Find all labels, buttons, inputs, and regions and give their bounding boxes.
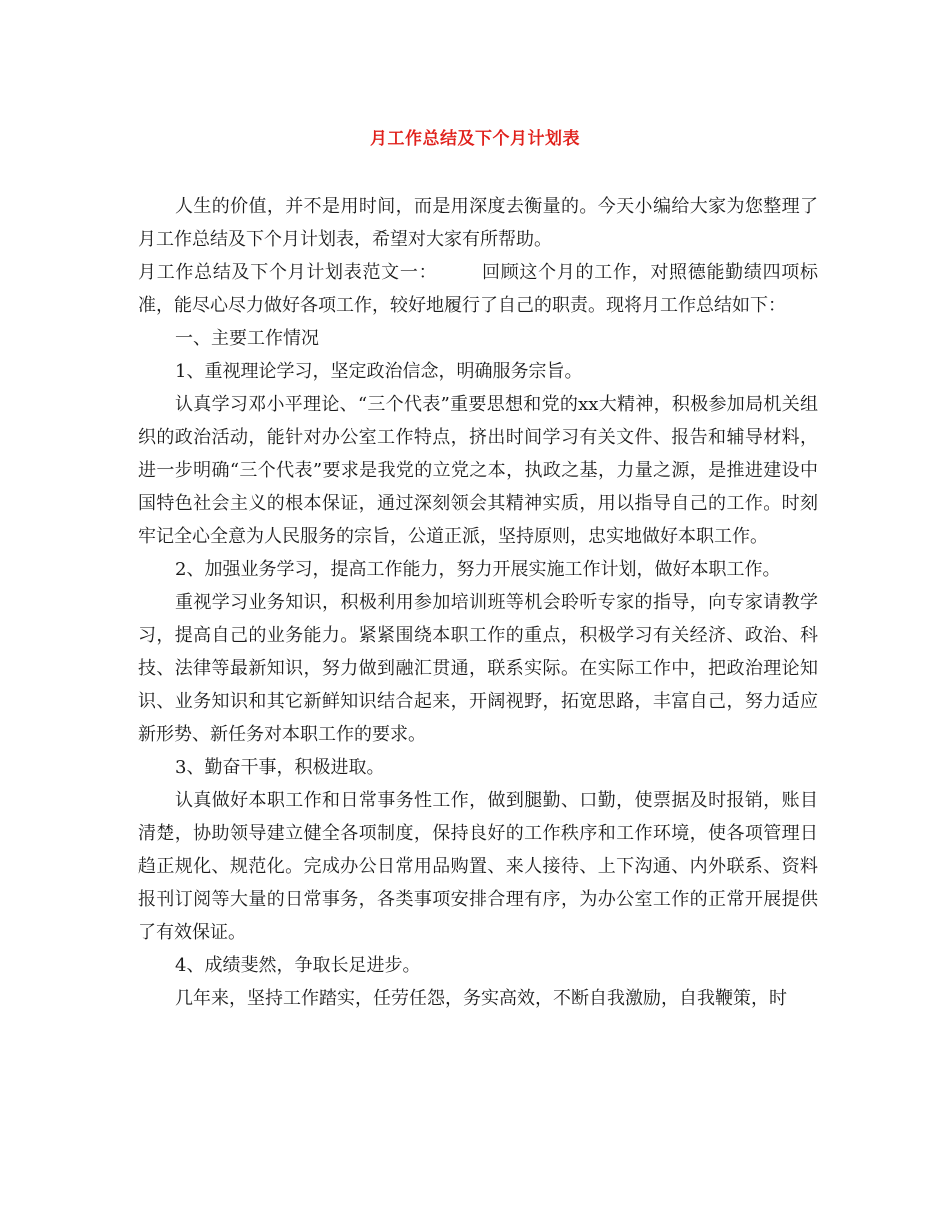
paragraph-intro: 人生的价值，并不是用时间，而是用深度去衡量的。今天小编给大家为您整理了月工作总结及下个月计划表，希望对大家有所帮助。 [138, 196, 818, 250]
document-title: 月工作总结及下个月计划表 [370, 129, 580, 149]
item-heading-2: 2、加强业务学习，提高工作能力，努力开展实施工作计划，做好本职工作。 [175, 559, 781, 580]
paragraph-item-3: 认真做好本职工作和日常事务性工作，做到腿勤、口勤，使票据及时报销，账目清楚，协助领导建立健全各项制度，保持良好的工作秩序和工作环境，使各项管理日趋正规化、规范化。完成办公日常用品购置、来人接待、上下沟通、内外联系、资料报刊订阅等大量的日常事务，各类事项安排合理有序，为办公室工作的正常开展提供了有效保证。 [138, 790, 818, 943]
sample-heading: 月工作总结及下个月计划表范文一： [138, 262, 438, 283]
paragraph-sample-one [138, 256, 818, 322]
document-body [138, 190, 818, 1015]
paragraph-item-2: 重视学习业务知识，积极利用参加培训班等机会聆听专家的指导，向专家请教学习，提高自己的业务能力。紧紧围绕本职工作的重点，积极学习有关经济、政治、科技、法律等最新知识，努力做到融汇贯通，联系实际。在实际工作中，把政治理论知识、业务知识和其它新鲜知识结合起来，开阔视野，拓宽思路，丰富自己，努力适应新形势、新任务对本职工作的要求。 [138, 592, 818, 745]
item-heading-3: 3、勤奋干事，积极进取。 [175, 757, 385, 778]
sample-text: 回顾这个月的工作，对照德能勤绩四项标准，能尽心尽力做好各项工作，较好地履行了自己的职责。现将月工作总结如下： [138, 262, 819, 316]
paragraph-item-4: 几年来，坚持工作踏实，任劳任怨，务实高效，不断自我激励，自我鞭策，时 [175, 988, 787, 1009]
item-heading-1: 1、重视理论学习，坚定政治信念，明确服务宗旨。 [175, 361, 583, 382]
section-heading-main-work: 一、主要工作情况 [175, 328, 319, 349]
item-heading-4: 4、成绩斐然，争取长足进步。 [175, 955, 421, 976]
paragraph-item-1: 认真学习邓小平理论、“三个代表”重要思想和党的xx大精神，积极参加局机关组织的政治活动，能针对办公室工作特点，挤出时间学习有关文件、报告和辅导材料，进一步明确“三个代表”要求是我党的立党之本，执政之基，力量之源，是推进建设中国特色社会主义的根本保证，通过深刻领会其精神实质，用以指导自己的工作。时刻牢记全心全意为人民服务的宗旨，公道正派，坚持原则，忠实地做好本职工作。 [138, 394, 818, 547]
